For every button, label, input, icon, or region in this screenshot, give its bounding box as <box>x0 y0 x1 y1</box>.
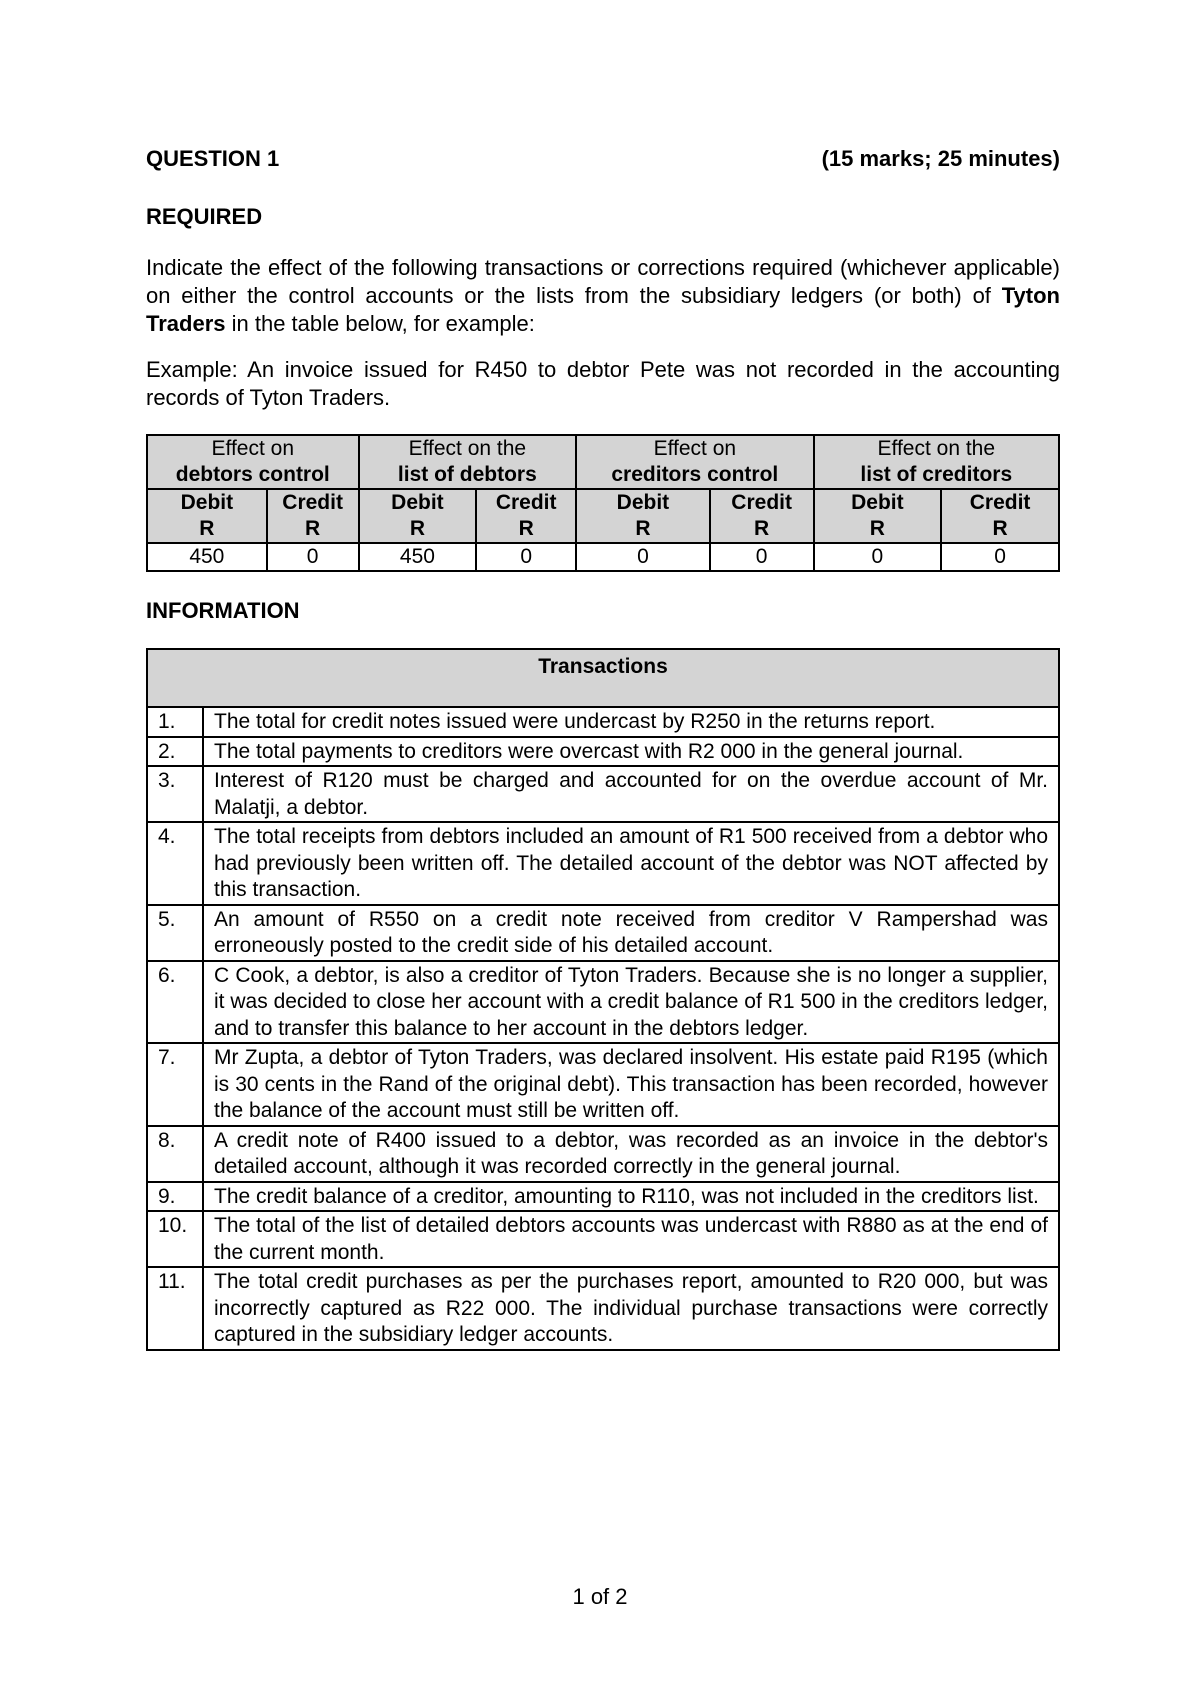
transaction-text: C Cook, a debtor, is also a creditor of Tyton Traders. Because she is no longer a supplier, it was decided to close her account with a credit balance of R1 500 in the creditors ledger, and to transfer this balance to her account in the debtors ledger. <box>203 961 1059 1044</box>
example-values-row <box>147 543 1059 571</box>
transaction-row <box>147 1267 1059 1350</box>
unit-label: R <box>305 517 321 540</box>
information-heading: INFORMATION <box>146 598 300 623</box>
value-cell: 0 <box>710 543 814 571</box>
transaction-number: 2. <box>147 737 203 767</box>
value-cell: 0 <box>476 543 576 571</box>
transaction-text: The total receipts from debtors included an amount of R1 500 received from a debtor who had previously been written off. The detailed account of the debtor was NOT affected by this transaction. <box>203 822 1059 905</box>
transaction-text: Interest of R120 must be charged and accounted for on the overdue account of Mr. Malatji, a debtor. <box>203 766 1059 822</box>
credit-label: Credit <box>282 491 343 514</box>
credit-header <box>267 489 359 543</box>
debit-credit-header-row <box>147 489 1059 543</box>
transactions-header: Transactions <box>147 649 1059 707</box>
question-marks: (15 marks; 25 minutes) <box>821 146 1060 171</box>
transaction-text: The total credit purchases as per the purchases report, amounted to R20 000, but was incorrectly captured as R22 000. The individual purchase transactions were correctly captured in the subsidiary ledger accounts. <box>203 1267 1059 1350</box>
group-label-line1: Effect on <box>653 437 737 460</box>
credit-label: Credit <box>969 491 1031 514</box>
transaction-number: 11. <box>147 1267 203 1350</box>
effect-group-header-row <box>147 435 1059 489</box>
debit-label: Debit <box>391 491 444 514</box>
transaction-row <box>147 1043 1059 1126</box>
value-cell: 0 <box>576 543 710 571</box>
group-label-line2: list of debtors <box>397 463 537 486</box>
debit-header <box>359 489 477 543</box>
transaction-number: 1. <box>147 707 203 737</box>
transaction-row <box>147 1126 1059 1182</box>
transactions-table <box>146 648 1060 1351</box>
credit-header <box>941 489 1059 543</box>
debit-header <box>576 489 710 543</box>
group-label-line1: Effect on the <box>877 437 996 460</box>
transaction-row <box>147 737 1059 767</box>
value-cell: 0 <box>814 543 942 571</box>
transaction-row <box>147 905 1059 961</box>
group-label-line2: list of creditors <box>860 463 1013 486</box>
debit-header <box>814 489 942 543</box>
group-label-line1: Effect on the <box>408 437 527 460</box>
group-label-line2: creditors control <box>611 463 779 486</box>
unit-label: R <box>409 517 425 540</box>
transaction-number: 5. <box>147 905 203 961</box>
unit-label: R <box>754 517 770 540</box>
transaction-row <box>147 1182 1059 1212</box>
required-instructions <box>146 254 1060 338</box>
transaction-text: The credit balance of a creditor, amounting to R110, was not included in the creditors list. <box>203 1182 1059 1212</box>
transaction-row <box>147 822 1059 905</box>
transaction-number: 7. <box>147 1043 203 1126</box>
unit-label: R <box>199 517 215 540</box>
credit-label: Credit <box>731 491 792 514</box>
page-number: 1 of 2 <box>572 1584 628 1609</box>
instructions-text-end: in the table below, for example: <box>225 311 535 336</box>
transaction-text: Mr Zupta, a debtor of Tyton Traders, was declared insolvent. His estate paid R195 (which is 30 cents in the Rand of the original debt). This transaction has been recorded, however the balance of the account must still be written off. <box>203 1043 1059 1126</box>
transaction-number: 4. <box>147 822 203 905</box>
unit-label: R <box>992 517 1008 540</box>
debit-label: Debit <box>851 491 904 514</box>
instructions-text-start: Indicate the effect of the following transactions or corrections required (whichever applicable) on either the control accounts or the lists from the subsidiary ledgers (or both) of <box>146 255 1060 308</box>
group-debtors-control <box>147 435 359 489</box>
transaction-row <box>147 1211 1059 1267</box>
transaction-text: A credit note of R400 issued to a debtor, was recorded as an invoice in the debtor's detailed account, although it was recorded correctly in the general journal. <box>203 1126 1059 1182</box>
group-creditors-control <box>576 435 813 489</box>
transaction-row <box>147 707 1059 737</box>
transaction-text: An amount of R550 on a credit note received from creditor V Rampershad was erroneously posted to the credit side of his detailed account. <box>203 905 1059 961</box>
transaction-text: The total of the list of detailed debtors accounts was undercast with R880 as at the end of the current month. <box>203 1211 1059 1267</box>
question-title: QUESTION 1 <box>146 146 280 171</box>
value-cell: 0 <box>267 543 359 571</box>
transactions-body <box>147 707 1059 1350</box>
transaction-number: 9. <box>147 1182 203 1212</box>
credit-header <box>710 489 814 543</box>
transactions-header-row <box>147 649 1059 707</box>
transaction-number: 3. <box>147 766 203 822</box>
example-effect-table <box>146 434 1060 572</box>
required-heading: REQUIRED <box>146 204 263 229</box>
group-list-of-debtors <box>359 435 577 489</box>
group-list-of-creditors <box>814 435 1059 489</box>
unit-label: R <box>635 517 651 540</box>
unit-label: R <box>518 517 534 540</box>
question-header <box>146 140 1060 178</box>
transaction-number: 10. <box>147 1211 203 1267</box>
transaction-text: The total for credit notes issued were undercast by R250 in the returns report. <box>203 707 1059 737</box>
debit-header <box>147 489 267 543</box>
group-label-line1: Effect on <box>211 437 295 460</box>
debit-label: Debit <box>616 491 670 514</box>
transaction-row <box>147 766 1059 822</box>
value-cell: 450 <box>359 543 477 571</box>
company-name: Tyton Traders <box>146 283 1060 336</box>
transaction-text: The total payments to creditors were overcast with R2 000 in the general journal. <box>203 737 1059 767</box>
credit-header <box>476 489 576 543</box>
credit-label: Credit <box>495 491 557 514</box>
debit-label: Debit <box>180 491 234 514</box>
value-cell: 450 <box>147 543 267 571</box>
transaction-number: 6. <box>147 961 203 1044</box>
group-label-line2: debtors control <box>175 463 330 486</box>
value-cell: 0 <box>941 543 1059 571</box>
transaction-number: 8. <box>147 1126 203 1182</box>
unit-label: R <box>869 517 885 540</box>
example-text: Example: An invoice issued for R450 to debtor Pete was not recorded in the accounting records of Tyton Traders. <box>146 357 1060 410</box>
transaction-row <box>147 961 1059 1044</box>
page-content <box>146 140 1060 1351</box>
